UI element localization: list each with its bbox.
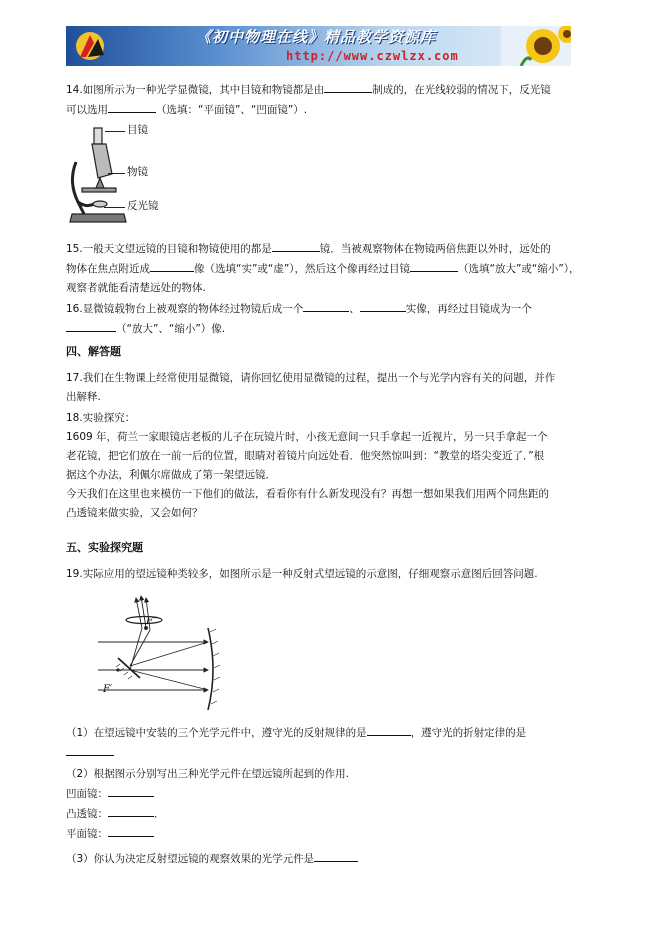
q19-sub1-text-2: ，遵守光的折射定律的是 — [410, 727, 527, 739]
q19-sub1-text-1: （1）在望远镜中安装的三个光学元件中，遵守光的反射规律的是 — [66, 727, 367, 739]
leader-line-mirror — [104, 207, 125, 208]
question-14 — [66, 80, 606, 120]
sunflower-icon — [501, 26, 571, 66]
q16-blank-3[interactable] — [66, 319, 116, 332]
question-19-sub-3 — [66, 849, 606, 869]
q18-line-4: 今天我们在这里也来模仿一下他们的做法，看看你有什么新发现没有？再想一想如果我们用两个同焦距的 — [66, 488, 549, 500]
q18-title: 18.实验探究： — [66, 412, 136, 424]
q19-blank-concave[interactable] — [108, 784, 154, 797]
banner-title: 《初中物理在线》精品教学资源库 — [196, 28, 437, 46]
q15-text-2: 镜．当被观察物体在物镜两倍焦距以外时，远处的 — [319, 243, 551, 255]
q18-line-3: 据这个办法，利佩尔席做成了第一架望远镜． — [66, 469, 276, 481]
question-15 — [66, 239, 606, 298]
q14-text-3: 可以选用 — [66, 104, 108, 116]
question-18 — [66, 409, 606, 523]
q19-blank-3[interactable] — [314, 849, 358, 862]
question-17 — [66, 369, 606, 407]
q19-sub3-text: （3）你认为决定反射望远镜的观察效果的光学元件是 — [66, 853, 315, 865]
q19-blank-1[interactable] — [367, 723, 411, 736]
q15-blank-2[interactable] — [150, 259, 194, 272]
label-eyepiece: 目镜 — [127, 124, 148, 136]
q18-line-2: 老花镜，把它们放在一前一后的位置，眼睛对着镜片向远处看．他突然惊叫到：“教堂的塔尖变近了．”根 — [66, 450, 545, 462]
q15-text-1: 15.一般天文望远镜的目镜和物镜使用的都是 — [66, 243, 272, 255]
site-logo-icon — [74, 29, 110, 63]
leader-line-objective — [108, 173, 125, 174]
q14-text-4: （选填：“平面镜”、“凹面镜”）. — [156, 104, 308, 116]
q19-concave-label: 凹面镜： — [66, 788, 108, 800]
q19-blank-plane[interactable] — [108, 824, 154, 837]
q15-text-5: （选填“放大”或“缩小”）， — [458, 263, 580, 275]
q18-line-1: 1609 年，荷兰一家眼镜店老板的儿子在玩镜片时，小孩无意间一只手拿起一近视片，另一只手拿起一个 — [66, 431, 548, 443]
q15-blank-3[interactable] — [410, 259, 458, 272]
q19-plane-label: 平面镜： — [66, 828, 108, 840]
q19-convex-label: 凸透镜： — [66, 808, 108, 820]
label-focus-f1: F′ — [103, 684, 113, 695]
q15-text-3: 物体在焦点附近成 — [66, 263, 150, 275]
q15-blank-1[interactable] — [272, 239, 320, 252]
q16-text-4: （“放大”、“缩小”）像. — [116, 323, 226, 335]
question-19-intro: 19.实际应用的望远镜种类较多，如图所示是一种反射式望远镜的示意图，仔细观察示意图后回答问题. — [66, 568, 538, 580]
q14-text-2: 制成的，在光线较弱的情况下，反光镜 — [372, 84, 551, 96]
q16-blank-2[interactable] — [360, 299, 406, 312]
question-16 — [66, 299, 606, 339]
question-19-sub-2 — [66, 765, 606, 844]
q14-text-1: 14.如图所示为一种光学显微镜，其中目镜和物镜都是由 — [66, 84, 325, 96]
q14-blank-1[interactable] — [324, 80, 372, 93]
q16-text-3: 实像，再经过目镜成为一个 — [405, 303, 532, 315]
label-objective: 物镜 — [127, 166, 148, 178]
q18-line-5: 凸透镜来做实验，又会如何？ — [66, 507, 203, 519]
leader-line-eyepiece — [105, 131, 125, 132]
q16-blank-1[interactable] — [303, 299, 349, 312]
q19-sub2-text: （2）根据图示分别写出三种光学元件在望远镜所起到的作用. — [66, 768, 350, 780]
question-19-sub-1 — [66, 723, 606, 763]
section-heading-4: 四、解答题 — [66, 345, 121, 358]
label-mirror: 反光镜 — [127, 200, 159, 212]
q15-text-4: 像（选填“实”或“虚”），然后这个像再经过目镜 — [194, 263, 411, 275]
q15-text-6: 观察者就能看清楚远处的物体. — [66, 282, 206, 294]
q17-line-1: 17.我们在生物课上经常使用显微镜，请你回忆使用显微镜的过程，提出一个与光学内容有关的问题，并作 — [66, 372, 556, 384]
q14-blank-2[interactable] — [108, 100, 156, 113]
q19-convex-end: ． — [154, 808, 165, 820]
header-banner — [66, 26, 571, 66]
q19-blank-2[interactable] — [66, 743, 114, 756]
q16-text-1: 16.显微镜载物台上被观察的物体经过物镜后成一个 — [66, 303, 304, 315]
microscope-figure — [66, 122, 128, 228]
q16-text-2: 、 — [349, 303, 360, 315]
label-focus-f2: F″ — [146, 616, 157, 627]
section-heading-5: 五、实验探究题 — [66, 541, 143, 554]
banner-url[interactable]: http://www.czwlzx.com — [286, 49, 459, 63]
telescope-diagram — [96, 592, 226, 710]
q19-blank-convex[interactable] — [108, 804, 154, 817]
q17-line-2: 出解释. — [66, 391, 101, 403]
